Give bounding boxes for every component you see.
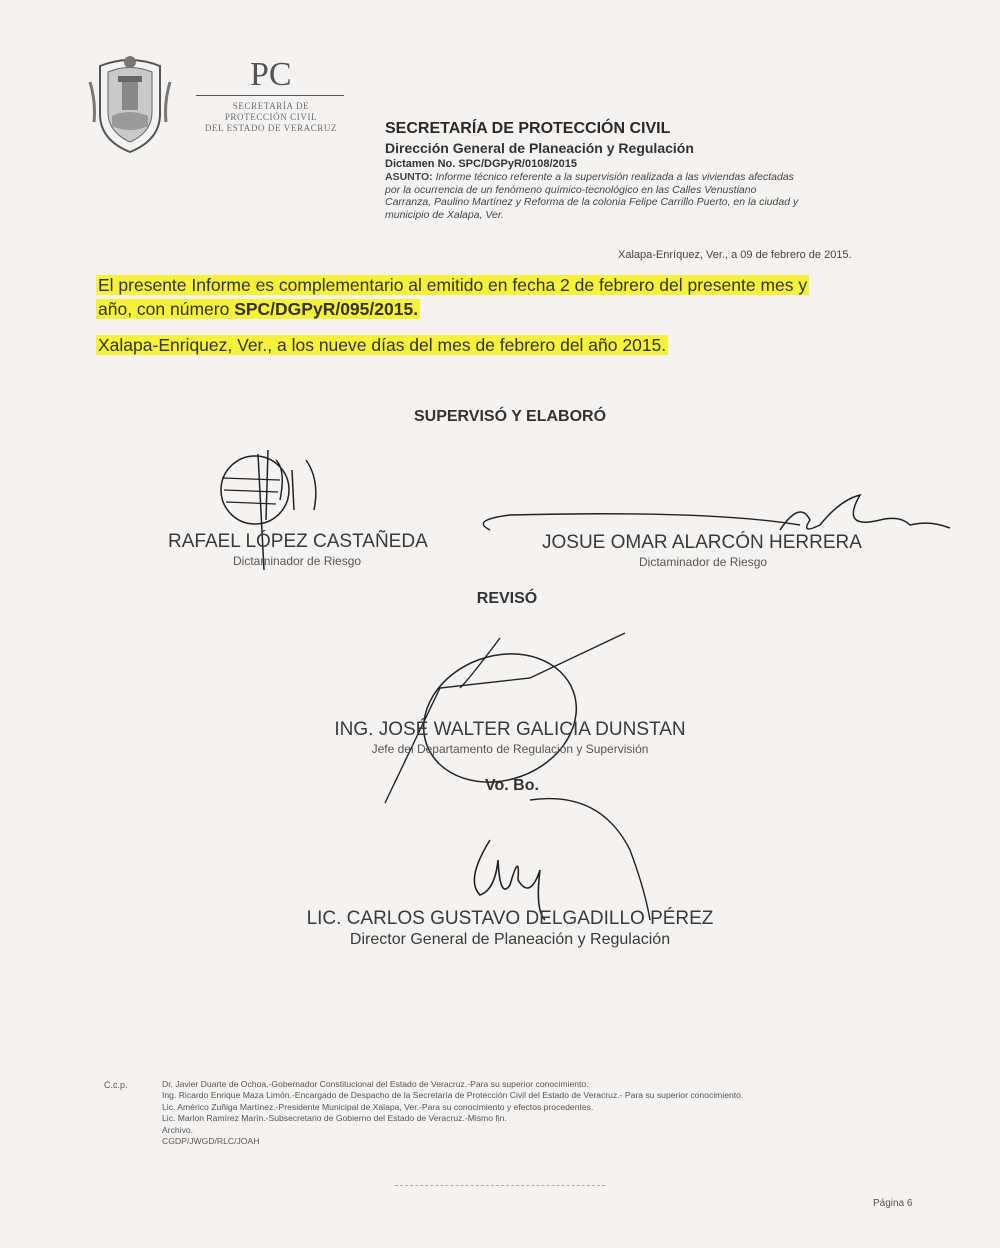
logo-line-2: PROTECCIÓN CIVIL xyxy=(224,112,318,122)
asunto-text-2: por la ocurrencia de un fenómeno químico-tecnológico en las Calles Venustiano xyxy=(385,183,757,196)
logo-line-1: SECRETARÍA DE xyxy=(232,101,310,111)
paragraph-1-line-2: año, con número xyxy=(98,299,235,319)
ccp-list xyxy=(162,1079,743,1147)
signer-3-role: Jefe del Departamento de Regulación y Supervisión xyxy=(371,742,649,756)
signer-2-role: Dictaminador de Riesgo xyxy=(639,555,768,569)
body-paragraph-2 xyxy=(96,333,668,357)
asunto-block xyxy=(385,171,910,221)
place-and-date: Xalapa-Enríquez, Ver., a 09 de febrero de 2015. xyxy=(618,249,852,261)
ccp-line: Dr. Javier Duarte de Ochoa.-Gobernador Constitucional del Estado de Veracruz.-Para su superior conocimiento. xyxy=(162,1079,589,1089)
asunto-text-4: municipio de Xalapa, Ver. xyxy=(385,208,504,221)
page-number: Página 6 xyxy=(873,1198,913,1209)
directorate-subtitle: Dirección General de Planeación y Regulación xyxy=(385,140,694,156)
asunto-text-1: Informe técnico referente a la supervisión realizada a las viviendas afectadas xyxy=(435,171,794,183)
asunto-label: ASUNTO: xyxy=(385,171,433,183)
signer-1-role: Dictaminador de Riesgo xyxy=(233,554,362,568)
signer-3-name: ING. JOSÉ WALTER GALICIA DUNSTAN xyxy=(334,719,686,740)
ccp-line: Lic. Américo Zuñiga Martínez.-Presidente Municipal de Xalapa, Ver.-Para su conocimiento y efectos procedentes. xyxy=(162,1101,594,1112)
closing-date-statement: Xalapa-Enriquez, Ver., a los nueve días del mes de febrero del año 2015. xyxy=(98,335,667,355)
logo-line-3: DEL ESTADO DE VERACRUZ xyxy=(204,123,338,133)
signer-1-name: RAFAEL LÓPEZ CASTAÑEDA xyxy=(168,531,428,552)
ccp-line: Archivo. xyxy=(162,1124,194,1135)
ccp-line: Lic. Marlon Ramírez Marín.-Subsecretario de Gobierno del Estado de Veracruz.-Mismo fin. xyxy=(162,1113,507,1124)
section-heading-reviewed: REVISÓ xyxy=(476,590,538,607)
coat-of-arms-emblem xyxy=(88,52,172,156)
logo-divider xyxy=(196,95,344,96)
section-heading-supervised: SUPERVISÓ Y ELABORÓ xyxy=(413,408,607,425)
signer-4-name: LIC. CARLOS GUSTAVO DELGADILLO PÉREZ xyxy=(306,908,714,929)
signer-4-role: Director General de Planeación y Regulación xyxy=(349,931,671,948)
logo-org-name xyxy=(176,101,366,134)
scan-artifact-line xyxy=(395,1185,605,1186)
ccp-line: Ing. Ricardo Enrique Maza Limón.-Encargado de Despacho de la Secretaría de Protección Civil del Estado de Veracruz.- Para su superior conocimiento. xyxy=(162,1090,744,1101)
section-heading-approved: Vo. Bo. xyxy=(485,777,539,794)
signer-2-name: JOSUE OMAR ALARCÓN HERRERA xyxy=(542,532,862,553)
ccp-line: CGDP/JWGD/RLC/JOAH xyxy=(162,1136,260,1147)
body-paragraph-1 xyxy=(96,273,809,321)
secretariat-title: SECRETARÍA DE PROTECCIÓN CIVIL xyxy=(385,120,671,137)
logo-abbreviation: PC xyxy=(250,56,292,93)
dictamen-number: Dictamen No. SPC/DGPyR/0108/2015 xyxy=(385,158,577,170)
asunto-text-3: Carranza, Paulino Martínez y Reforma de la colonia Felipe Carrillo Puerto, en la ciudad y xyxy=(385,196,799,208)
referenced-report-number: SPC/DGPyR/095/2015. xyxy=(234,299,419,319)
ccp-label: C.c.p. xyxy=(104,1080,128,1090)
paragraph-1-line-1: El presente Informe es complementario al emitido en fecha 2 de febrero del presente mes y xyxy=(98,275,808,295)
